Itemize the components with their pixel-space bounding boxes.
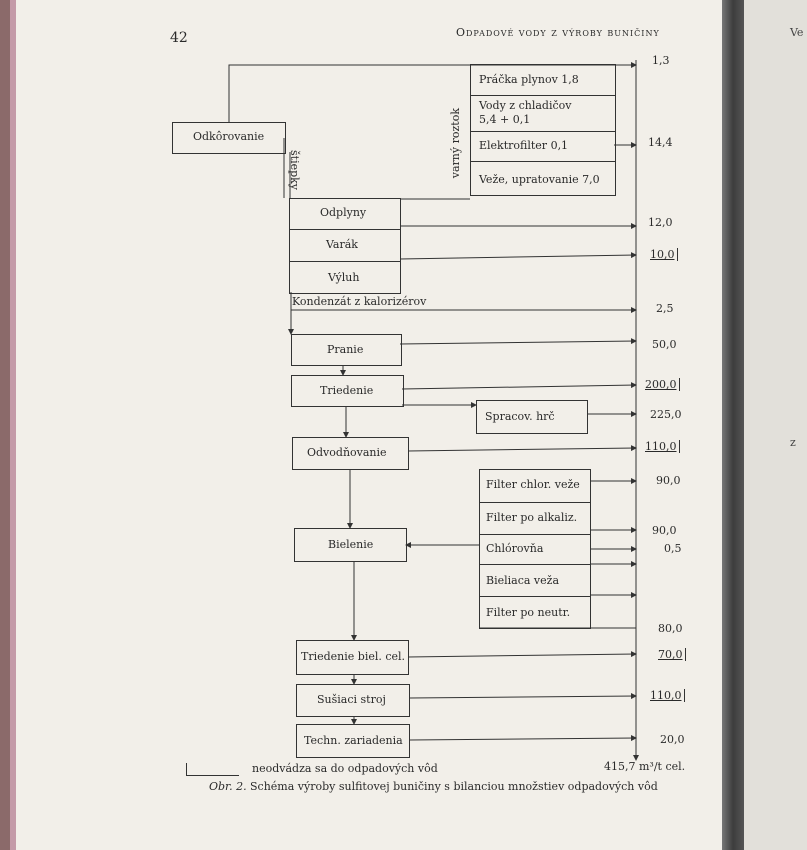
tech-box (296, 724, 410, 758)
value: 110,0 (650, 689, 685, 702)
total-value: 415,7 m³/t cel. (604, 760, 686, 773)
running-header: Odpadové vody z výroby buničiny (456, 26, 660, 39)
unit-scrubber: Práčka plynov 1,8 (479, 73, 579, 86)
value: 90,0 (652, 524, 677, 537)
stiepky-label: štiepky (288, 150, 301, 191)
knots-label: Spracov. hrč (485, 410, 555, 423)
value: 200,0 (645, 378, 680, 391)
value: 20,0 (660, 733, 685, 746)
bleach-unit: Filter po neutr. (486, 606, 571, 619)
condensate-label: Kondenzát z kalorizérov (292, 295, 427, 308)
value: 1,3 (652, 54, 670, 67)
debarking-box (172, 122, 286, 154)
value: 14,4 (648, 136, 673, 149)
unit-coolers-value: 5,4 + 0,1 (479, 113, 531, 126)
value: 70,0 (658, 648, 686, 661)
legend-symbol (186, 763, 239, 776)
value: 110,0 (645, 440, 680, 453)
value: 10,0 (650, 248, 678, 261)
bleaching-box (294, 528, 407, 562)
value: 12,0 (648, 216, 673, 229)
screening-box (291, 375, 404, 407)
bleached-screening-box (296, 640, 409, 675)
screening-label: Triedenie (320, 384, 374, 397)
dryer-box (296, 684, 410, 717)
washing-box (291, 334, 402, 366)
digester-label: Varák (326, 238, 358, 251)
value: 50,0 (652, 338, 677, 351)
bleach-unit: Filter chlor. veže (486, 478, 580, 491)
bleached-screening-label: Triedenie biel. cel. (301, 650, 406, 663)
legend-text: neodvádza sa do odpadových vôd (252, 762, 438, 775)
dryer-label: Sušiaci stroj (317, 693, 386, 706)
dewatering-box (292, 437, 409, 470)
unit-electrofilter: Elektrofilter 0,1 (479, 139, 569, 152)
caption-text: Schéma výroby sulfitovej buničiny s bilanciou množstiev odpadových vôd (250, 780, 658, 793)
knots-box (476, 400, 588, 434)
value: 225,0 (650, 408, 682, 421)
value: 90,0 (656, 474, 681, 487)
debarking-label: Odkôrovanie (193, 130, 265, 143)
degassing-label: Odplyny (320, 206, 367, 219)
bleach-unit: Filter po alkaliz. (486, 511, 578, 524)
gas-units-box (470, 64, 616, 196)
next-page-fragment: Ve (790, 26, 804, 39)
value: 2,5 (656, 302, 674, 315)
bleaching-label: Bielenie (328, 538, 374, 551)
unit-towers: Veže, upratovanie 7,0 (479, 173, 600, 186)
washing-label: Pranie (327, 343, 364, 356)
varny-label: varný roztok (449, 108, 462, 179)
digester-box (289, 198, 401, 294)
caption-prefix: Obr. 2. (209, 780, 247, 793)
value: 80,0 (658, 622, 683, 635)
dewatering-label: Odvodňovanie (307, 446, 387, 459)
page-number: 42 (170, 30, 188, 46)
value: 0,5 (664, 542, 682, 555)
tech-label: Techn. zariadenia (304, 734, 403, 747)
bleach-unit: Chlórovňa (486, 542, 544, 555)
blowdown-label: Výluh (328, 271, 360, 284)
bleach-unit: Bieliaca veža (486, 574, 559, 587)
unit-coolers: Vody z chladičov (479, 99, 572, 112)
bleach-units-box (479, 469, 591, 629)
next-page-fragment: z (790, 436, 796, 449)
